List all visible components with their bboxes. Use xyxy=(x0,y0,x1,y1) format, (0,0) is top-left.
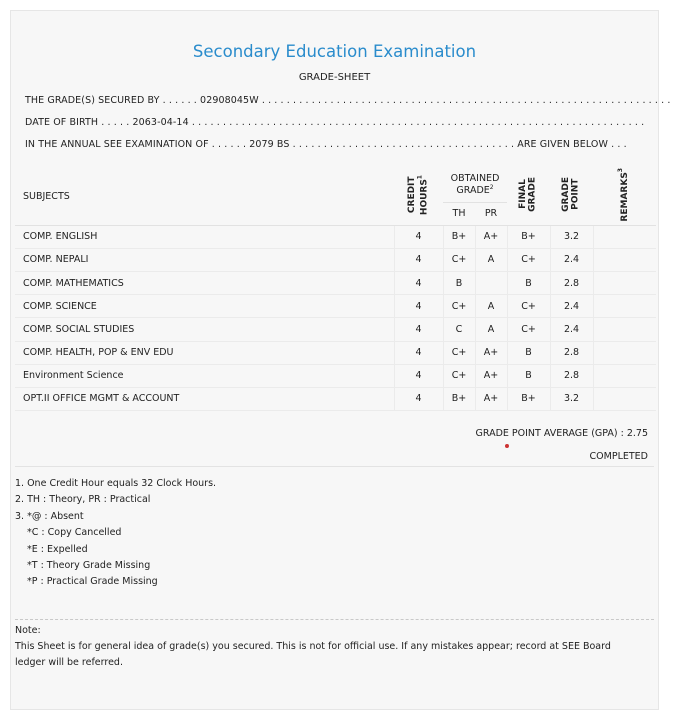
credit-cell: 4 xyxy=(394,248,443,271)
footer-note xyxy=(15,623,638,672)
th-cell: B xyxy=(443,271,475,294)
dob-label: DATE OF BIRTH xyxy=(25,117,99,128)
gp-cell: 2.4 xyxy=(550,248,593,271)
note-item: 3. *@ : Absent xyxy=(15,510,84,522)
remarks-cell xyxy=(593,225,656,248)
symbol-number: 02908045W xyxy=(200,95,259,106)
header-pr: PR xyxy=(475,203,507,225)
credit-cell: 4 xyxy=(394,295,443,318)
pr-cell: A+ xyxy=(475,341,507,364)
exam-year: 2079 BS xyxy=(249,139,290,150)
header-remarks: REMARKS$^3$ xyxy=(593,168,656,225)
note-item: *P : Practical Grade Missing xyxy=(27,576,158,588)
note-item: *T : Theory Grade Missing xyxy=(27,560,151,572)
grade-sheet xyxy=(10,10,671,710)
gpa-label: GRADE POINT AVERAGE (GPA) : xyxy=(475,428,624,439)
remarks-cell xyxy=(593,341,656,364)
gpa-value: 2.75 xyxy=(626,428,648,439)
note-item: *E : Expelled xyxy=(27,543,88,555)
footer-note-label: Note: xyxy=(15,625,41,636)
th-cell: C+ xyxy=(443,341,475,364)
secured-by-label: THE GRADE(S) SECURED BY xyxy=(25,95,160,106)
subject-cell: OPT.II OFFICE MGMT & ACCOUNT xyxy=(15,387,394,410)
final-cell: B xyxy=(507,364,550,387)
remarks-cell xyxy=(593,387,656,410)
th-cell: C+ xyxy=(443,248,475,271)
th-cell: C+ xyxy=(443,295,475,318)
pr-cell xyxy=(475,271,507,294)
dashed-divider xyxy=(15,619,654,620)
final-cell: C+ xyxy=(507,295,550,318)
note-item: *C : Copy Cancelled xyxy=(27,527,122,539)
final-cell: C+ xyxy=(507,248,550,271)
credit-cell: 4 xyxy=(394,341,443,364)
pr-cell: A xyxy=(475,295,507,318)
pr-cell: A+ xyxy=(475,364,507,387)
pr-cell: A xyxy=(475,318,507,341)
pr-cell: A+ xyxy=(475,387,507,410)
red-dot-marker xyxy=(505,444,509,448)
credit-cell: 4 xyxy=(394,387,443,410)
header-obtained-grade: OBTAINED GRADE$^2$ xyxy=(443,168,507,203)
table-row xyxy=(15,271,656,294)
subject-cell: COMP. HEALTH, POP & ENV EDU xyxy=(15,341,394,364)
table-row xyxy=(15,295,656,318)
remarks-cell xyxy=(593,295,656,318)
final-cell: B+ xyxy=(507,225,550,248)
header-th: TH xyxy=(443,203,475,225)
credit-cell: 4 xyxy=(394,318,443,341)
table-row xyxy=(15,318,656,341)
table-row xyxy=(15,387,656,410)
exam-label: IN THE ANNUAL SEE EXAMINATION OF xyxy=(25,139,209,150)
th-cell: C xyxy=(443,318,475,341)
gp-cell: 2.8 xyxy=(550,271,593,294)
final-cell: B xyxy=(507,341,550,364)
divider xyxy=(15,466,654,467)
page-title: Secondary Education Examination xyxy=(192,42,477,61)
credit-cell: 4 xyxy=(394,225,443,248)
notes-list xyxy=(15,476,216,591)
subject-cell: COMP. ENGLISH xyxy=(15,225,394,248)
final-cell: C+ xyxy=(507,318,550,341)
remarks-cell xyxy=(593,318,656,341)
remarks-cell xyxy=(593,271,656,294)
subject-cell: Environment Science xyxy=(15,364,394,387)
gp-cell: 2.8 xyxy=(550,341,593,364)
gp-cell: 3.2 xyxy=(550,387,593,410)
gpa-line xyxy=(476,428,648,439)
remarks-cell xyxy=(593,364,656,387)
page-subtitle: GRADE-SHEET xyxy=(298,72,371,83)
footer-note-text: This Sheet is for general idea of grade(s) you secured. This is not for official use. If any mistakes appear; record at SEE Board ledger will be referred. xyxy=(15,641,611,669)
note-item: 1. One Credit Hour equals 32 Clock Hours. xyxy=(15,478,217,489)
dob-line: DATE OF BIRTH . . . . . 2063-04-14 . . . . . . . . . . . . . . . . . . . . . . . . . . . . . . . . . . . . . . . . . . . . . . . . . . . . . . . . . . . . . . . . . . . . . . . . . xyxy=(25,117,645,128)
table-row xyxy=(15,225,656,248)
given-below-label: ARE GIVEN BELOW xyxy=(517,139,609,150)
secured-by-line: THE GRADE(S) SECURED BY . . . . . . 02908045W . . . . . . . . . . . . . . . . . . . . . . . . . . . . . . . . . . . . . . . . . . . . . . . . . . . . . . . . . . . . . . . . . . xyxy=(25,95,671,106)
header-final-grade: FINAL GRADE xyxy=(507,168,550,225)
remarks-cell xyxy=(593,248,656,271)
header-grade-point: GRADE POINT xyxy=(550,168,593,225)
subject-cell: COMP. SOCIAL STUDIES xyxy=(15,318,394,341)
pr-cell: A xyxy=(475,248,507,271)
header-credit-hours: CREDIT HOURS$^1$ xyxy=(394,168,443,225)
credit-cell: 4 xyxy=(394,364,443,387)
exam-line: IN THE ANNUAL SEE EXAMINATION OF . . . . . . 2079 BS . . . . . . . . . . . . . . . . . . . . . . . . . . . . . . . . . . . . ARE GIVEN BELOW . . . xyxy=(25,139,627,150)
subject-cell: COMP. NEPALI xyxy=(15,248,394,271)
th-cell: B+ xyxy=(443,225,475,248)
final-cell: B+ xyxy=(507,387,550,410)
gp-cell: 2.4 xyxy=(550,295,593,318)
dob-value: 2063-04-14 xyxy=(132,117,189,128)
th-cell: C+ xyxy=(443,364,475,387)
final-cell: B xyxy=(507,271,550,294)
header-subjects: SUBJECTS xyxy=(15,168,394,225)
th-cell: B+ xyxy=(443,387,475,410)
gp-cell: 2.4 xyxy=(550,318,593,341)
pr-cell: A+ xyxy=(475,225,507,248)
note-item: 2. TH : Theory, PR : Practical xyxy=(15,494,151,506)
grades-table xyxy=(15,168,656,411)
credit-cell: 4 xyxy=(394,271,443,294)
table-row xyxy=(15,364,656,387)
subject-cell: COMP. SCIENCE xyxy=(15,295,394,318)
table-row xyxy=(15,248,656,271)
status-badge: COMPLETED xyxy=(589,451,648,462)
gp-cell: 3.2 xyxy=(550,225,593,248)
table-row xyxy=(15,341,656,364)
subject-cell: COMP. MATHEMATICS xyxy=(15,271,394,294)
gp-cell: 2.8 xyxy=(550,364,593,387)
